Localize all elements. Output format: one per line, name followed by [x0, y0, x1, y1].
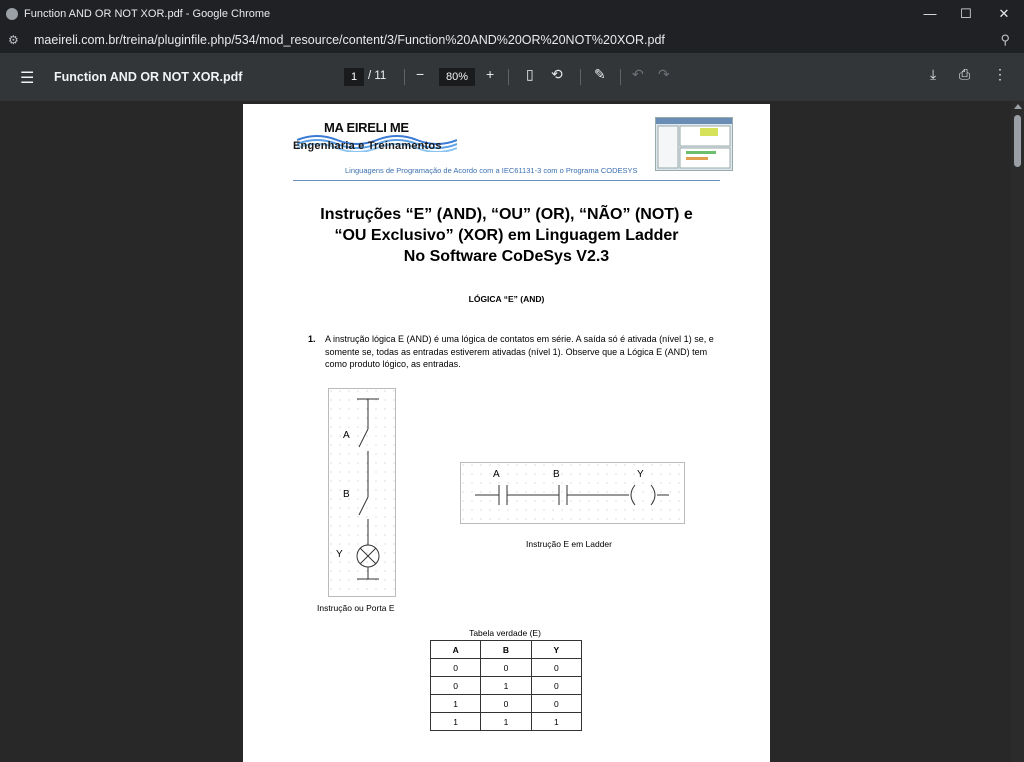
chrome-icon [6, 8, 18, 20]
rotate-icon[interactable]: ⟲ [551, 66, 563, 82]
company-logo-title: MA EIRELI ME [324, 120, 409, 135]
redo-icon[interactable]: ↷ [658, 66, 670, 82]
item-number: 1. [308, 334, 316, 344]
zoom-magnifier-icon[interactable]: ⚲ [1000, 32, 1010, 47]
toolbar-divider [620, 69, 621, 85]
undo-icon[interactable]: ↶ [632, 66, 644, 82]
viewer-scrollbar[interactable] [1011, 101, 1024, 762]
pdf-doc-title: Function AND OR NOT XOR.pdf [54, 70, 243, 84]
lamp-y-label: Y [336, 549, 343, 560]
url-text[interactable]: maeireli.com.br/treina/pluginfile.php/534/mod_resource/content/3/Function%20AND%20OR%20NOT%20XOR.pdf [34, 33, 665, 47]
list-item [309, 333, 719, 371]
software-screenshot-image [655, 117, 733, 171]
table-cell: 0 [431, 659, 481, 677]
ladder-diagram [460, 462, 685, 524]
company-logo-subtitle: Engenharia e Treinamentos [293, 140, 442, 152]
table-cell: 0 [481, 659, 531, 677]
zoom-out-icon[interactable]: − [416, 66, 425, 82]
tagline: Linguagens de Programação de Acordo com a IEC61131-3 com o Programa CODESYS [345, 166, 638, 175]
window-titlebar [0, 0, 1024, 27]
switch-a-label: A [343, 430, 350, 441]
zoom-level-input[interactable]: 80% [439, 68, 475, 86]
truth-table-title: Tabela verdade (E) [469, 628, 541, 638]
print-icon[interactable]: ⎙ [959, 66, 971, 82]
zoom-in-icon[interactable]: + [486, 66, 495, 82]
more-options-icon[interactable]: ⋮ [993, 66, 1007, 82]
close-icon[interactable]: ✕ [998, 5, 1010, 21]
window-title: Function AND OR NOT XOR.pdf - Google Chrome [24, 7, 271, 20]
scrollbar-thumb[interactable] [1014, 115, 1021, 167]
download-icon[interactable]: ⤓ [930, 66, 937, 82]
document-title: Instruções “E” (AND), “OU” (OR), “NÃO” (NOT) e “OU Exclusivo” (XOR) em Linguagem Ladder No Software CoDeSys V2.3 [320, 206, 693, 265]
coil-y-label: Y [637, 469, 644, 480]
toolbar-divider [404, 69, 405, 85]
table-row [431, 695, 582, 713]
page-number-input[interactable]: 1 [344, 68, 364, 86]
table-cell: 0 [481, 695, 531, 713]
annotate-pen-icon[interactable]: ✎ [594, 66, 606, 82]
right-diagram-caption: Instrução E em Ladder [526, 539, 612, 549]
series-switch-diagram [328, 388, 396, 597]
hamburger-menu-icon[interactable]: ☰ [20, 70, 35, 87]
table-row [431, 677, 582, 695]
minimize-icon[interactable]: — [923, 6, 937, 21]
left-diagram-caption: Instrução ou Porta E [317, 603, 395, 613]
table-cell: 0 [531, 677, 581, 695]
table-cell: 1 [481, 713, 531, 731]
contact-a-label: A [493, 469, 500, 480]
table-cell: 1 [531, 713, 581, 731]
table-cell: 1 [481, 677, 531, 695]
table-row [431, 659, 582, 677]
table-cell: 0 [531, 695, 581, 713]
table-row [431, 713, 582, 731]
switch-b-label: B [343, 489, 350, 500]
contact-b-label: B [553, 469, 560, 480]
toolbar-divider [508, 69, 509, 85]
pdf-page [243, 104, 770, 762]
table-cell: 0 [531, 659, 581, 677]
table-header: Y [531, 641, 581, 659]
address-bar[interactable] [0, 27, 1024, 53]
truth-table [430, 640, 582, 731]
page-total: / 11 [368, 70, 387, 82]
item-text: A instrução lógica E (AND) é uma lógica de contatos em série. A saída só é ativada (nível 1) se, e somente se, todas as entradas estiverem ativadas (nível 1). Observe que a Lógica E (AND) tem como produto lógico, as entradas. [325, 334, 714, 369]
table-cell: 1 [431, 695, 481, 713]
table-header: B [481, 641, 531, 659]
table-cell: 1 [431, 713, 481, 731]
table-header: A [431, 641, 481, 659]
section-title: LÓGICA “E” (AND) [468, 294, 545, 304]
fit-page-icon[interactable]: ▯ [526, 66, 534, 82]
table-cell: 0 [431, 677, 481, 695]
pdf-toolbar [0, 53, 1024, 101]
scroll-up-icon[interactable] [1014, 104, 1022, 109]
header-rule [293, 180, 720, 181]
maximize-icon[interactable]: ☐ [960, 5, 972, 21]
site-info-icon[interactable]: ⚙ [8, 33, 19, 47]
toolbar-divider [580, 69, 581, 85]
